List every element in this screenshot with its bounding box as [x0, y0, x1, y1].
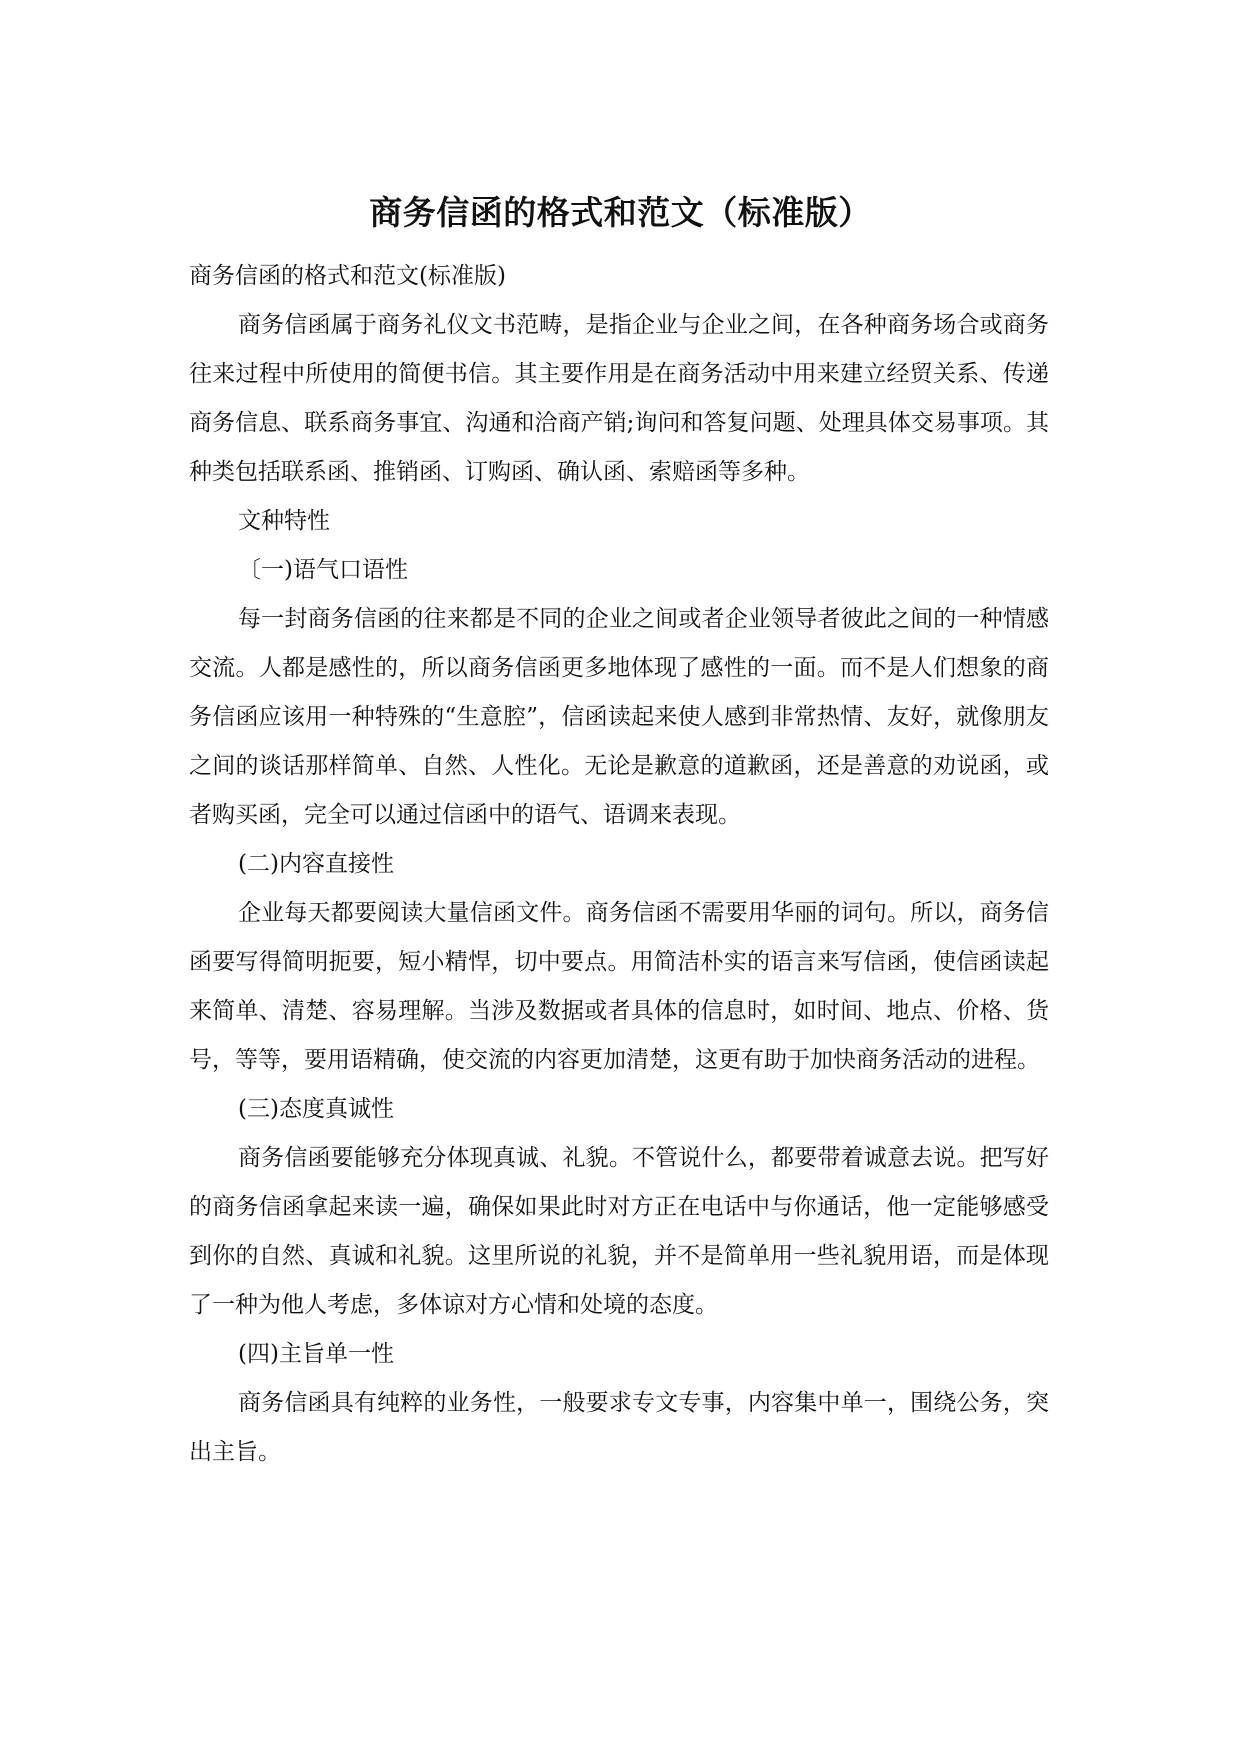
paragraph-section-1: 每一封商务信函的往来都是不同的企业之间或者企业领导者彼此之间的一种情感交流。人都是感性的，所以商务信函更多地体现了感性的一面。而不是人们想象的商务信函应该用一种特殊的“生意腔”，信函读起来使人感到非常热情、友好，就像朋友之间的谈话那样简单、自然、人性化。无论是歉意的道歉函，还是善意的劝说函，或者购买函，完全可以通过信函中的语气、语调来表现。: [189, 606, 1049, 828]
section-heading-4: (四)主旨单一性: [238, 1341, 394, 1367]
paragraph-section-3: 商务信函要能够充分体现真诚、礼貌。不管说什么，都要带着诚意去说。把写好的商务信函拿起来读一遍，确保如果此时对方正在电话中与你通话，他一定能够感受到你的自然、真诚和礼貌。这里所说的礼貌，并不是简单用一些礼貌用语，而是体现了一种为他人考虑，多体谅对方心情和处境的态度。: [189, 1145, 1049, 1318]
document-subtitle: 商务信函的格式和范文(标准版): [189, 263, 506, 289]
paragraph-section-4: 商务信函具有纯粹的业务性，一般要求专文专事，内容集中单一，围绕公务，突出主旨。: [189, 1390, 1049, 1465]
section-heading-2: (二)内容直接性: [238, 851, 394, 877]
section-heading-features: 文种特性: [238, 508, 330, 534]
paragraph-section-2: 企业每天都要阅读大量信函文件。商务信函不需要用华丽的词句。所以，商务信函要写得简明扼要，短小精悍，切中要点。用简洁朴实的语言来写信函，使信函读起来简单、清楚、容易理解。当涉及数据或者具体的信息时，如时间、地点、价格、货号，等等，要用语精确，使交流的内容更加清楚，这更有助于加快商务活动的进程。: [189, 900, 1049, 1073]
section-heading-3: (三)态度真诚性: [238, 1096, 394, 1122]
paragraph-intro: 商务信函属于商务礼仪文书范畴，是指企业与企业之间，在各种商务场合或商务往来过程中所使用的简便书信。其主要作用是在商务活动中用来建立经贸关系、传递商务信息、联系商务事宜、沟通和洽商产销;询问和答复问题、处理具体交易事项。其种类包括联系函、推销函、订购函、确认函、索赔函等多种。: [189, 312, 1049, 485]
document-title: 商务信函的格式和范文（标准版）: [369, 193, 872, 232]
section-heading-1: 〔一)语气口语性: [238, 557, 408, 583]
document-body: [189, 252, 1049, 1477]
